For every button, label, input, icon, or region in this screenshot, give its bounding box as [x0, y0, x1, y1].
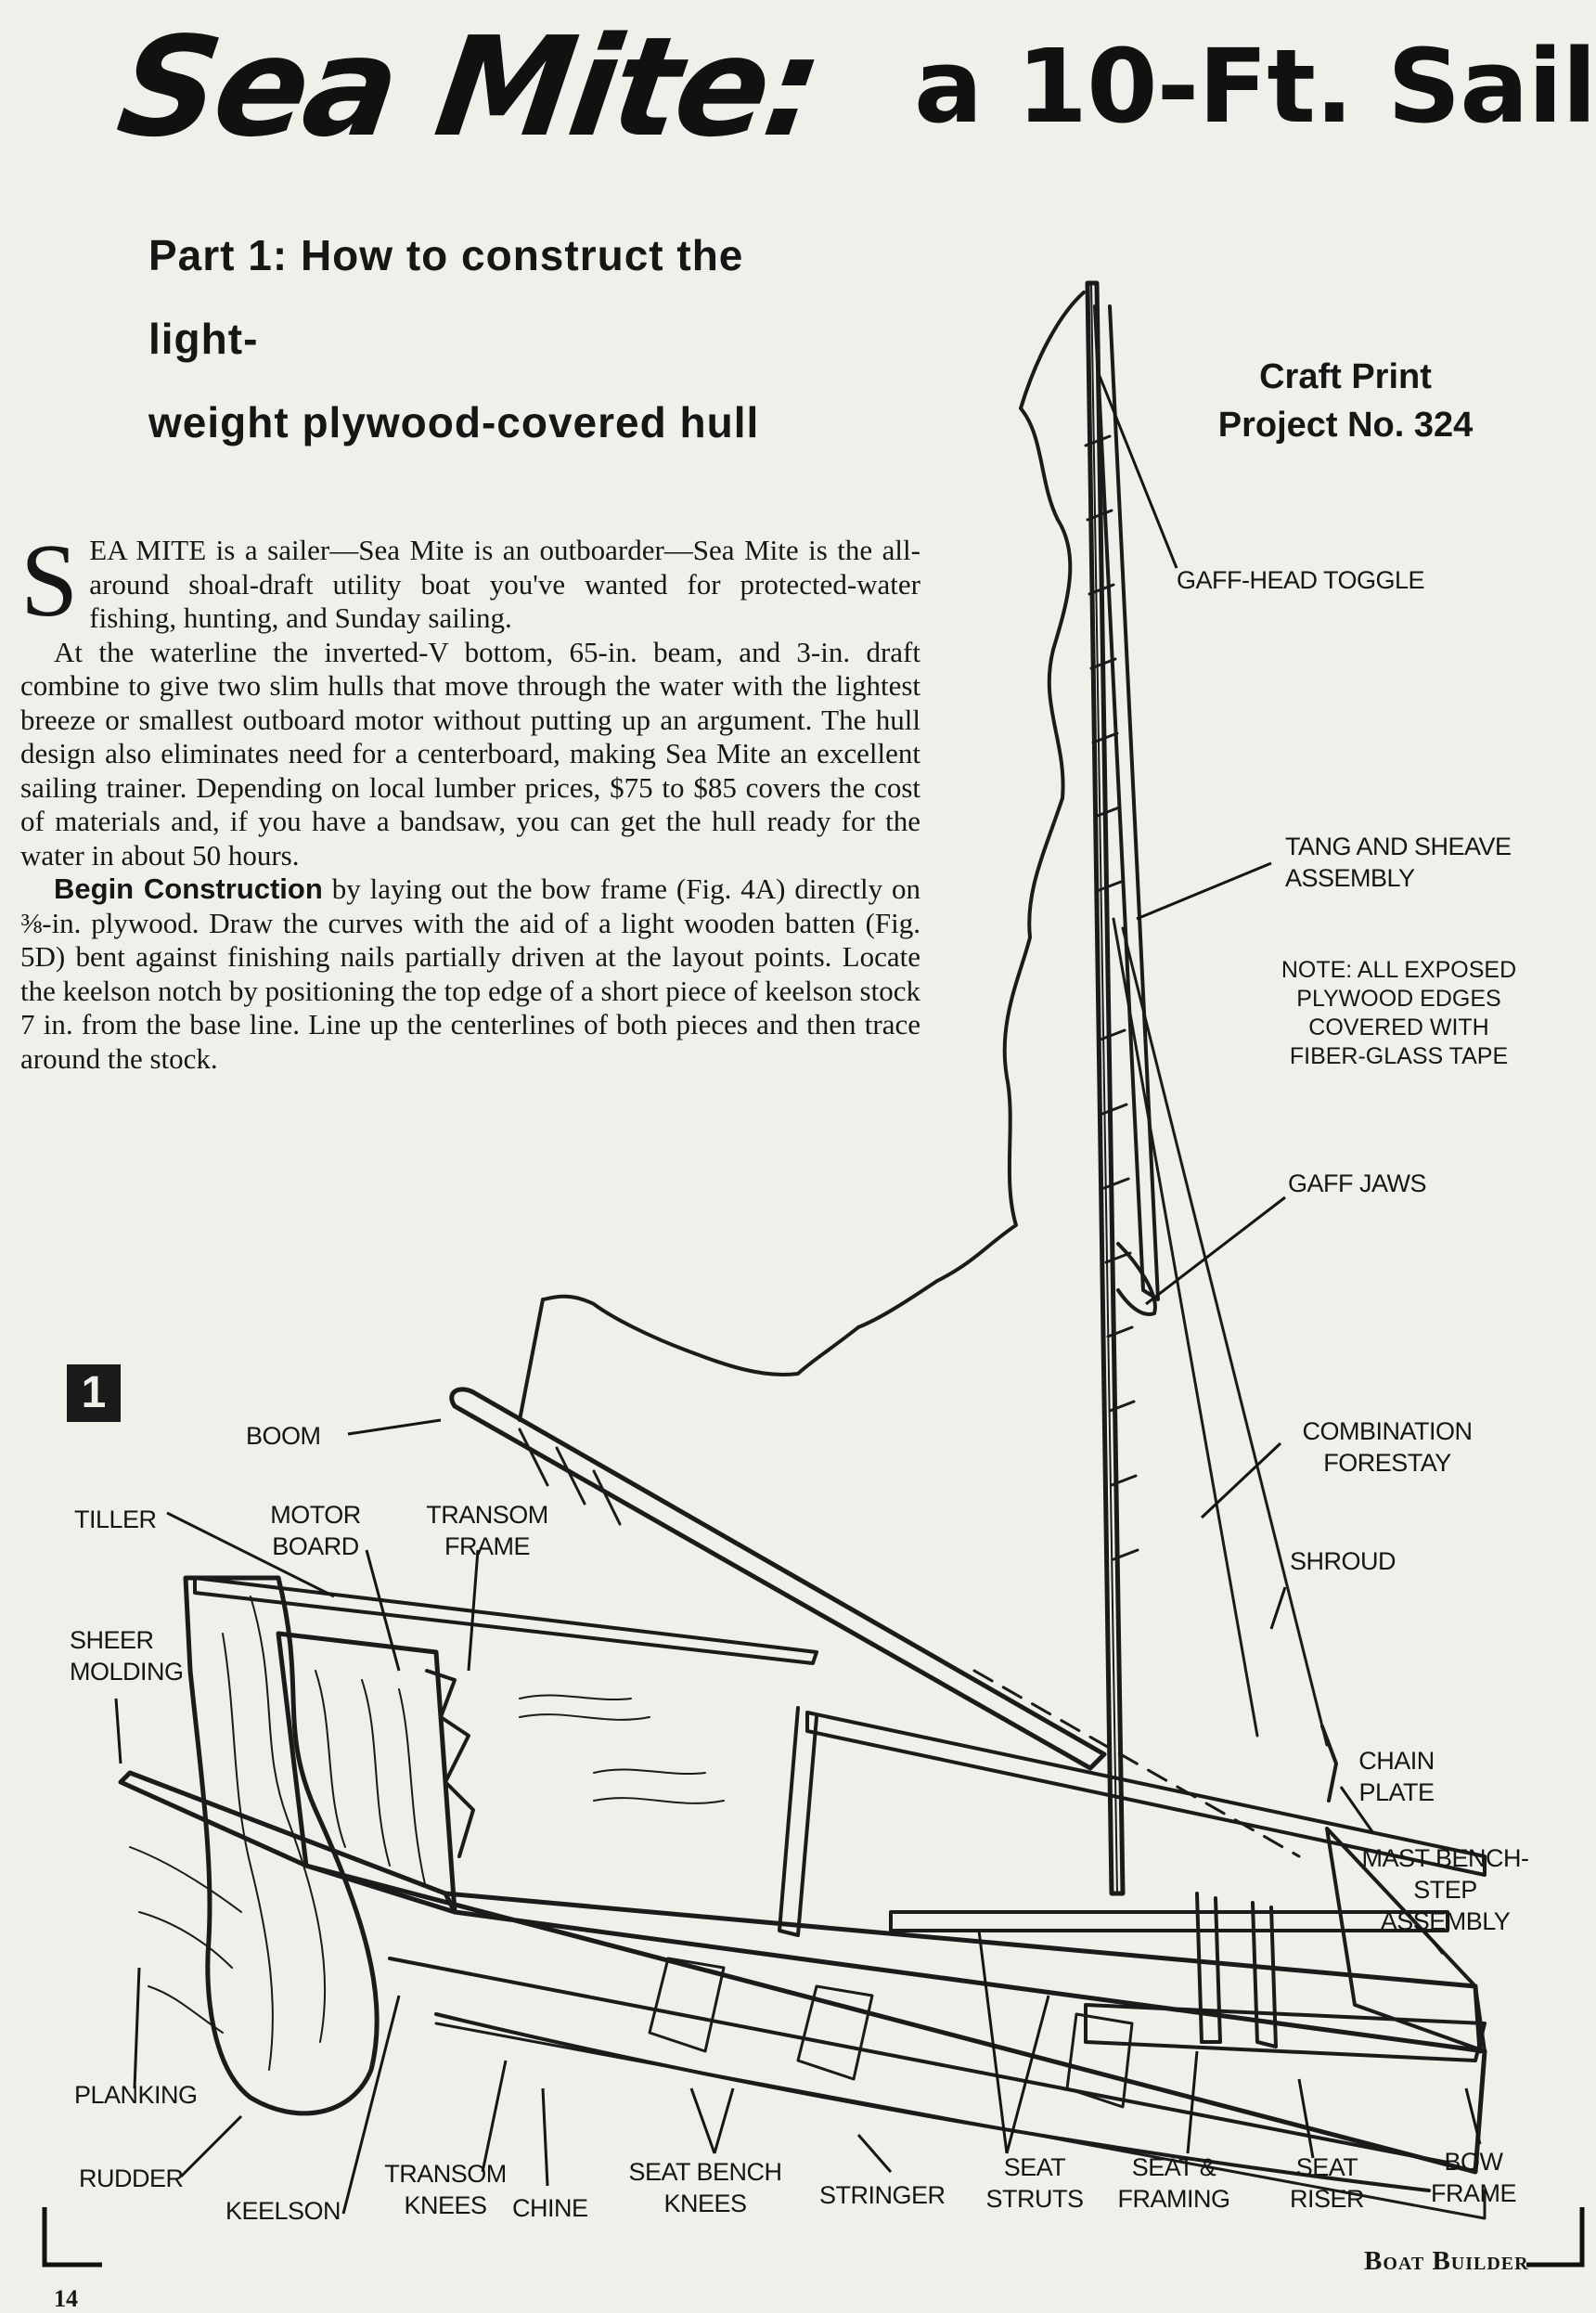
paragraph-1-text: EA MITE is a sailer—Sea Mite is an outboarder—Sea Mite is the all-around shoal-draft utility boat you've wanted for protected-water fishing, hunting, and Sunday sailing. [89, 534, 920, 634]
keelson [390, 1958, 1448, 2163]
label-motor-board: MOTOR BOARD [270, 1501, 361, 1560]
subtitle-line-1: Part 1: How to construct the light- [148, 231, 744, 363]
title-block: a 10-Ft. Sail [914, 27, 1596, 146]
label-gaff-head-toggle: GAFF-HEAD TOGGLE [1177, 566, 1425, 594]
label-tiller: TILLER [74, 1505, 157, 1533]
label-boom: BOOM [246, 1422, 321, 1450]
label-transom-frame: TRANSOM FRAME [426, 1501, 548, 1560]
running-head: Boat Builder [1364, 2246, 1529, 2276]
page-number: 14 [54, 2285, 78, 2312]
label-seat-bench-knees: SEAT BENCH KNEES [628, 2158, 782, 2217]
boom [452, 1389, 1104, 1768]
label-sheer-molding: SHEER MOLDING [70, 1626, 184, 1686]
label-seat-and-framing: SEAT & FRAMING [1117, 2153, 1230, 2213]
label-tang-and-sheave: TANG AND SHEAVE ASSEMBLY [1285, 833, 1512, 892]
title-script: Sea Mite: [109, 7, 829, 167]
label-chine: CHINE [512, 2194, 588, 2222]
forestay [1113, 919, 1257, 1736]
label-combination-forestay: COMBINATION FORESTAY [1302, 1417, 1473, 1477]
drop-cap: S [20, 523, 79, 639]
sail-outline [520, 292, 1084, 1420]
label-seat-struts: SEAT STRUTS [985, 2153, 1084, 2213]
subtitle-line-2: weight plywood-covered hull [148, 398, 760, 446]
run-in-heading: Begin Construction [54, 872, 323, 905]
label-shroud: SHROUD [1290, 1547, 1396, 1575]
label-stringer: STRINGER [819, 2181, 946, 2209]
label-transom-knees: TRANSOM KNEES [384, 2160, 507, 2219]
paragraph-3-text: by laying out the bow frame (Fig. 4A) directly on ⅜-in. plywood. Draw the curves with the aid of a light wooden batten (Fig. 5D) bent against finishing nails partially driven at the layout points. Locate the keelson notch by positioning the top edge of a short piece of keelson stock 7 in. from the base line. Line up the centerlines of both pieces and then trace around the stock. [20, 872, 920, 1075]
label-rudder: RUDDER [79, 2164, 184, 2192]
figure-note: NOTE: ALL EXPOSED PLYWOOD EDGES COVERED WITH FIBER-GLASS TAPE [1281, 957, 1517, 1069]
label-planking: PLANKING [74, 2081, 198, 2109]
craft-print-line-1: Craft Print [1259, 357, 1432, 396]
label-gaff-jaws: GAFF JAWS [1288, 1169, 1426, 1197]
label-chain-plate: CHAIN PLATE [1358, 1747, 1435, 1806]
craft-print-line-2: Project No. 324 [1217, 406, 1474, 445]
paragraph-2: At the waterline the inverted-V bottom, 65-in. beam, and 3-in. draft combine to give two slim hulls that move through the water with the lightest breeze or smallest outboard motor without putting up an argument. The hull design also eliminates need for a centerboard, making Sea Mite an excellent sailing trainer. Depending on local lumber prices, $75 to $85 covers the cost of materials and, if you have a bandsaw, you can get the hull ready for the water in about 50 hours. [20, 635, 920, 872]
label-seat-riser: SEAT RISER [1289, 2153, 1365, 2213]
label-keelson: KEELSON [225, 2197, 341, 2225]
label-mast-bench-step: MAST BENCH-STEP ASSEMBLY [1361, 1844, 1529, 1935]
figure-number-badge: 1 [67, 1364, 121, 1422]
label-bow-frame: BOW FRAME [1431, 2148, 1516, 2207]
